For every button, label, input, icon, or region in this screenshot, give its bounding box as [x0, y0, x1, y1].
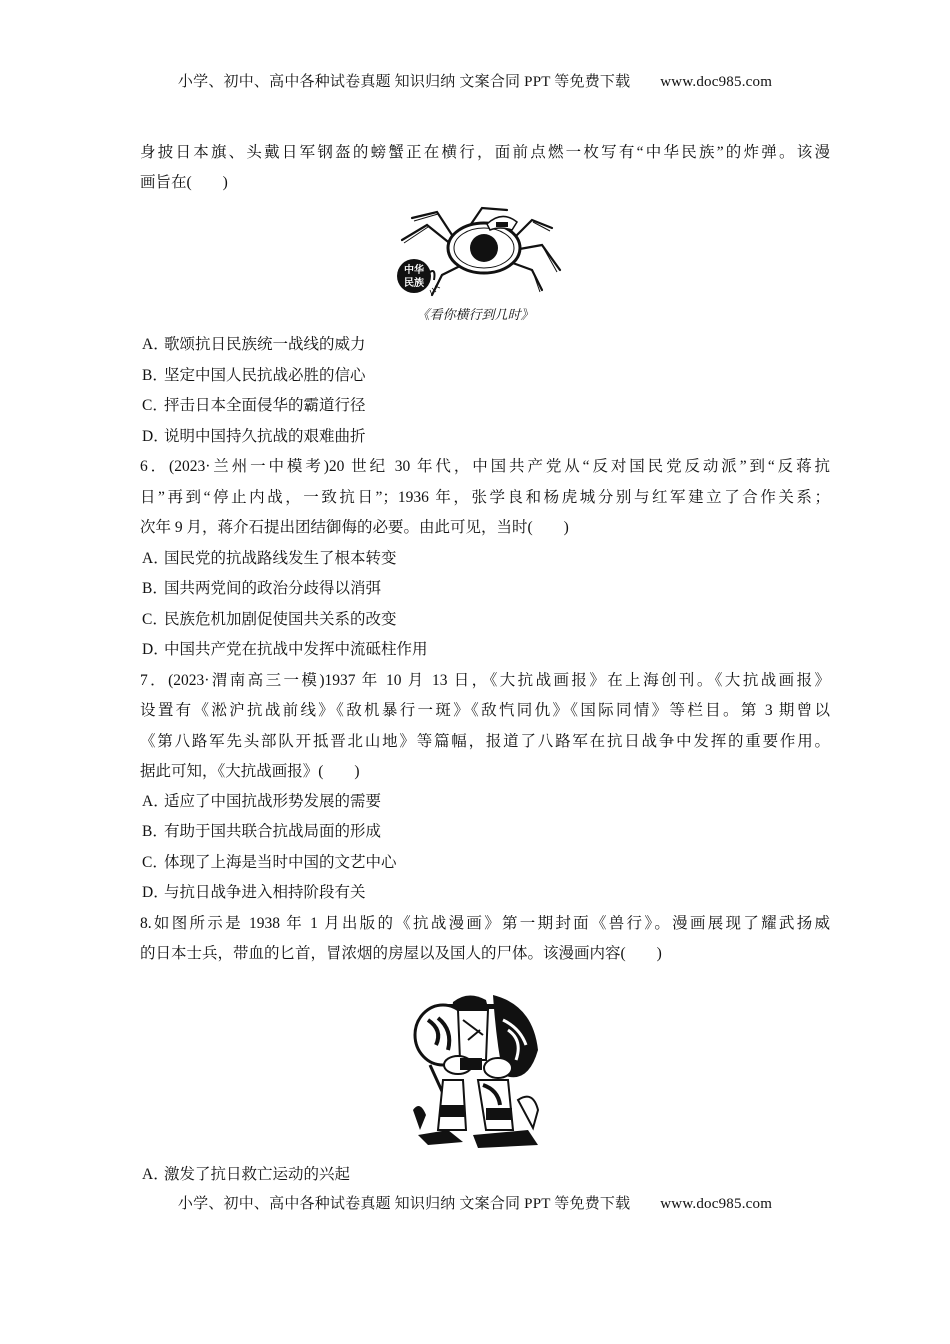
q7-option-b[interactable] [142, 822, 832, 842]
crab-cartoon-image [392, 200, 567, 300]
option-letter: B． [142, 367, 168, 384]
option-text: 激发了抗日救亡运动的兴起 [164, 1166, 351, 1183]
q7-stem-line-4: 据此可知，《大抗战画报》( ) [140, 763, 360, 780]
q7-stem-line-1: 7．(2023·渭南高三一模)1937 年 10 月 13 日，《大抗战画报》在上海创刊。《大抗战画报》 [140, 672, 830, 689]
q7-option-d[interactable] [142, 883, 832, 903]
q7-stem-line-3: 《第八路军先头部队开抵晋北山地》等篇幅，报道了八路军在抗日战争中发挥的重要作用。 [140, 733, 830, 750]
option-text: 歌颂抗日民族统一战线的威力 [164, 336, 366, 353]
q6-option-a[interactable] [142, 549, 832, 569]
q5-option-d[interactable] [142, 427, 832, 447]
option-letter: B． [142, 580, 168, 597]
option-text: 有助于国共联合抗战局面的形成 [164, 823, 382, 840]
q8-option-a[interactable] [142, 1165, 832, 1185]
q6-stem-line-1: 6．(2023·兰州一中模考)20 世纪 30 年代，中国共产党从“反对国民党反动派”到“反蒋抗 [140, 458, 830, 475]
option-text: 中国共产党在抗战中发挥中流砥柱作用 [164, 641, 428, 658]
q7-stem-line-2: 设置有《淞沪抗战前线》《敌机暴行一斑》《敌忾同仇》《国际同情》等栏目。第 3 期曾以 [140, 702, 830, 719]
option-text: 民族危机加剧促使国共关系的改变 [164, 611, 397, 628]
footer-text: 小学、初中、高中各种试卷真题 知识归纳 文案合同 PPT 等免费下载 [177, 1196, 631, 1212]
option-text: 适应了中国抗战形势发展的需要 [164, 793, 382, 810]
q7-option-c[interactable] [142, 853, 832, 873]
page-footer [0, 1192, 950, 1213]
option-letter: A． [142, 336, 169, 353]
q6-stem-line-2: 日”再到“停止内战，一致抗日”；1936 年，张学良和杨虎城分别与红军建立了合作关系； [140, 489, 830, 506]
q6-option-c[interactable] [142, 610, 832, 630]
q6-option-d[interactable] [142, 640, 832, 660]
option-text: 坚定中国人民抗战必胜的信心 [164, 367, 366, 384]
footer-site-link[interactable]: www.doc985.com [660, 1196, 773, 1212]
option-text: 国民党的抗战路线发生了根本转变 [164, 550, 397, 567]
option-text: 体现了上海是当时中国的文艺中心 [164, 854, 397, 871]
bomb-text-2: 民族 [404, 278, 424, 289]
option-text: 与抗日战争进入相持阶段有关 [164, 884, 366, 901]
q5-figure-caption: 《看你横行到几时》 [416, 307, 534, 322]
option-letter: C． [142, 397, 168, 414]
q8-stem-line-1: 8.如图所示是 1938 年 1 月出版的《抗战漫画》第一期封面《兽行》。漫画展现了耀武扬威 [140, 915, 830, 932]
q5-option-c[interactable] [142, 396, 832, 416]
soldier-cartoon-image [408, 990, 543, 1150]
q5-option-a[interactable] [142, 335, 832, 355]
option-letter: A． [142, 550, 169, 567]
option-text: 国共两党间的政治分歧得以消弭 [164, 580, 382, 597]
option-letter: D． [142, 884, 169, 901]
q5-option-b[interactable] [142, 366, 832, 386]
option-letter: C． [142, 854, 168, 871]
q8-stem-line-2: 的日本士兵，带血的匕首，冒浓烟的房屋以及国人的尸体。该漫画内容( ) [140, 945, 662, 962]
option-text: 说明中国持久抗战的艰难曲折 [164, 428, 366, 445]
header-site-link[interactable]: www.doc985.com [660, 74, 773, 90]
page-header [0, 70, 950, 91]
q5-stem-line-2: 画旨在( ) [140, 174, 228, 191]
option-letter: D． [142, 641, 169, 658]
option-letter: A． [142, 1166, 169, 1183]
q6-option-b[interactable] [142, 579, 832, 599]
q6-stem-line-3: 次年 9 月，蒋介石提出团结御侮的必要。由此可见，当时( ) [140, 519, 569, 536]
bomb-text-1: 中华 [404, 265, 424, 276]
header-text: 小学、初中、高中各种试卷真题 知识归纳 文案合同 PPT 等免费下载 [177, 74, 631, 90]
option-text: 抨击日本全面侵华的霸道行径 [164, 397, 366, 414]
option-letter: A． [142, 793, 169, 810]
q5-stem-line-1: 身披日本旗、头戴日军钢盔的螃蟹正在横行，面前点燃一枚写有“中华民族”的炸弹。该漫 [140, 144, 830, 161]
option-letter: C． [142, 611, 168, 628]
option-letter: D． [142, 428, 169, 445]
q7-option-a[interactable] [142, 792, 832, 812]
option-letter: B． [142, 823, 168, 840]
